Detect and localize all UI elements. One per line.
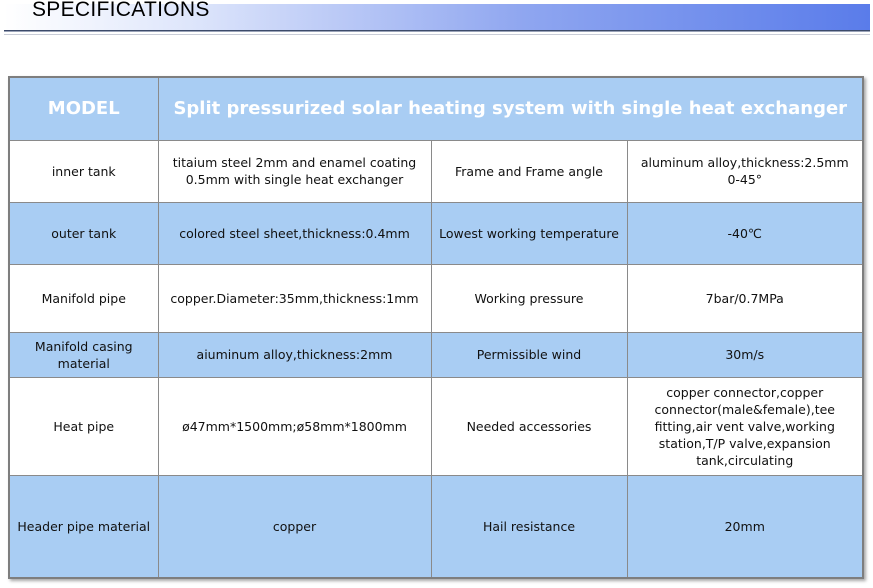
table-row [9,332,863,377]
spec-value: colored steel sheet,thickness:0.4mm [158,202,431,264]
spec-value: aluminum alloy,thickness:2.5mm 0-45° [627,140,863,202]
spec-label: Manifold pipe [9,264,158,332]
spec-value: 30m/s [627,332,863,377]
spec-value: -40℃ [627,202,863,264]
page-title: SPECIFICATIONS [32,0,210,21]
table-row [9,140,863,202]
table-row [9,264,863,332]
spec-value: 20mm [627,475,863,578]
spec-label: Lowest working temperature [431,202,627,264]
spec-label: Manifold casing material [9,332,158,377]
model-label: MODEL [9,77,158,140]
spec-label: Heat pipe [9,377,158,475]
spec-label: inner tank [9,140,158,202]
header-rule-secondary [4,34,870,35]
spec-value: ø47mm*1500mm;ø58mm*1800mm [158,377,431,475]
specifications-table [8,76,864,579]
table-row [9,475,863,578]
spec-value: copper [158,475,431,578]
spec-label: Needed accessories [431,377,627,475]
spec-value: titaium steel 2mm and enamel coating 0.5mm with single heat exchanger [158,140,431,202]
spec-value: copper.Diameter:35mm,thickness:1mm [158,264,431,332]
spec-label: Working pressure [431,264,627,332]
spec-label: Hail resistance [431,475,627,578]
spec-label: outer tank [9,202,158,264]
header-rule [4,31,870,32]
table-row [9,202,863,264]
spec-value: copper connector,copper connector(male&female),tee fitting,air vent valve,working station,T/P valve,expansion tank,circulating [627,377,863,475]
spec-value: aiuminum alloy,thickness:2mm [158,332,431,377]
table-row [9,377,863,475]
model-title: Split pressurized solar heating system with single heat exchanger [158,77,863,140]
spec-label: Permissible wind [431,332,627,377]
table-header-row [9,77,863,140]
spec-label: Header pipe material [9,475,158,578]
specifications-header [4,0,870,30]
spec-value: 7bar/0.7MPa [627,264,863,332]
spec-label: Frame and Frame angle [431,140,627,202]
